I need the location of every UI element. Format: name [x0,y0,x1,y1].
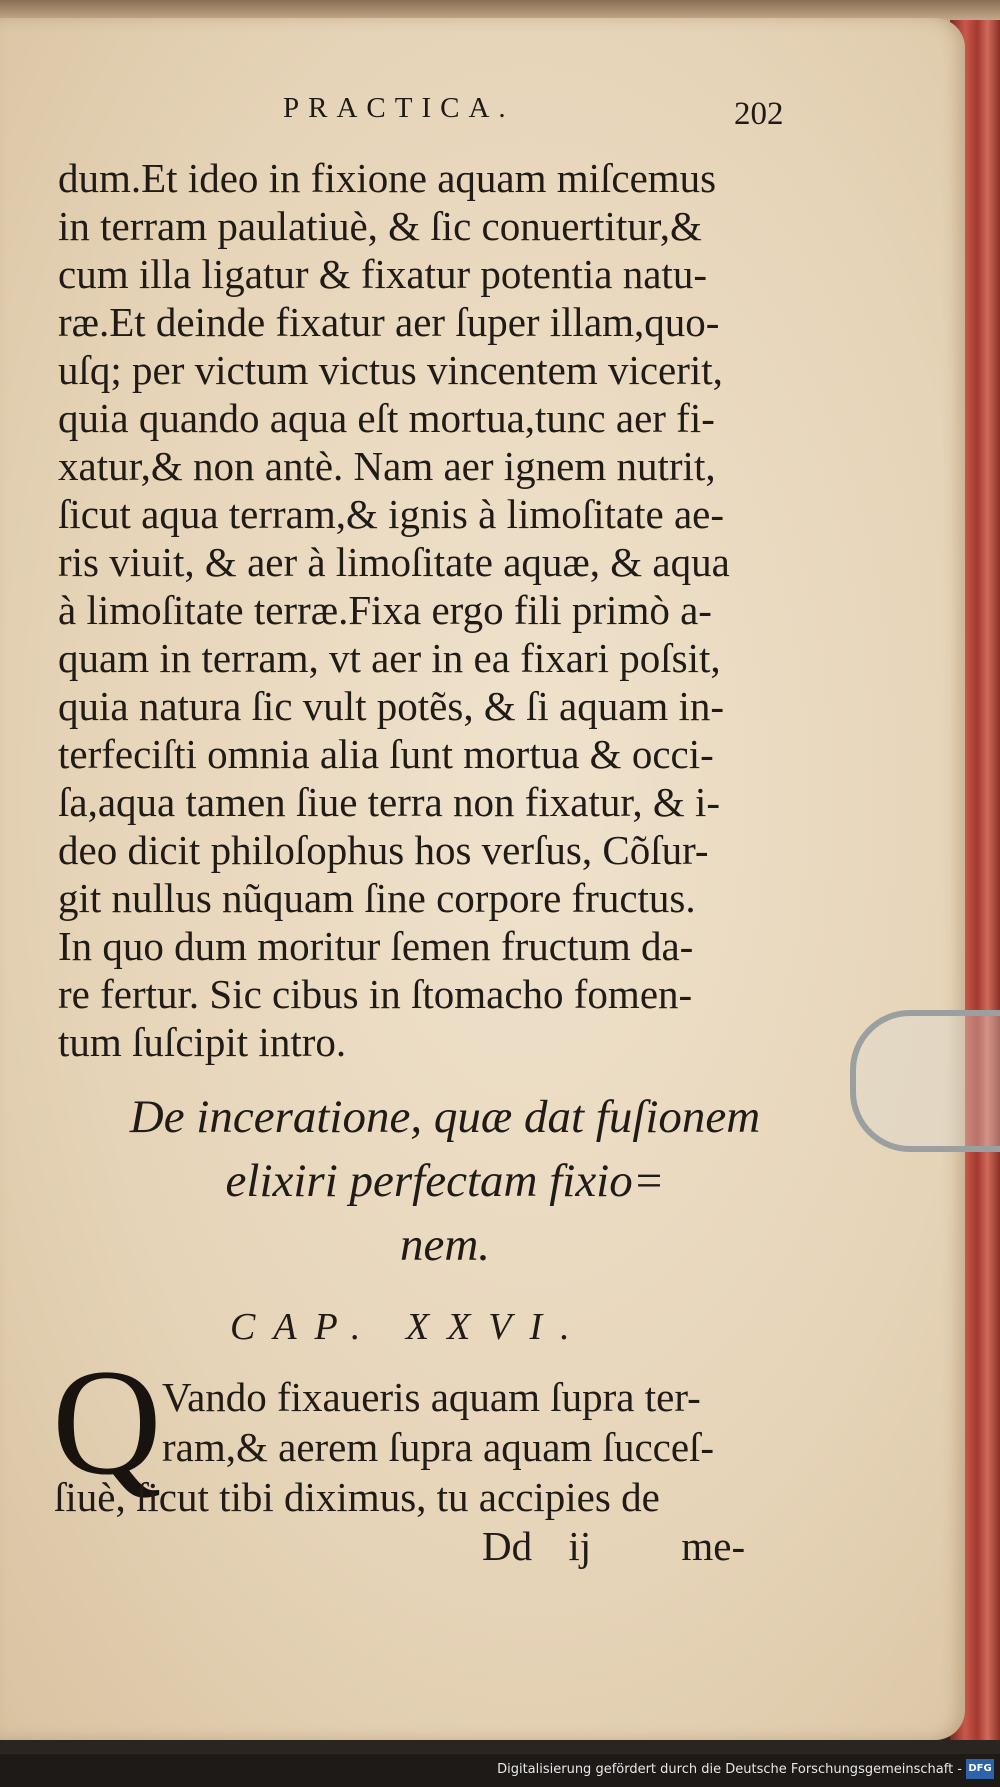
text-line: terfeciſti omnia alia ſunt mortua & occi- [58,731,714,777]
text-line: Vando fixaueris aquam ſupra ter- [162,1374,701,1420]
page-clip [850,1010,1000,1152]
dfg-logo-icon: DFG [966,1759,994,1779]
text-line: uſq; per victum victus vincentem vicerit, [58,347,723,393]
text-line: ræ.Et deinde fixatur aer ſuper illam,quo- [58,299,720,345]
text-line: ris viuit, & aer à limoſitate aquæ, & aqua [58,539,730,585]
catchword: me- [681,1523,746,1569]
page-number: 202 [734,96,784,132]
text-line: quia quando aqua eſt mortua,tunc aer fi- [58,395,715,441]
heading-line: elixiri perfectam fixio= [225,1155,665,1207]
drop-initial: Q [52,1338,162,1506]
chapter-text [54,1372,822,1522]
catchline [482,1522,745,1570]
text-line: à limoſitate terræ.Fixa ergo fili primò a- [58,587,712,633]
text-line: dum.Et ideo in fixione aquam miſcemus [58,155,717,201]
heading-line: nem. [399,1219,491,1271]
text-line: xatur,& non antè. Nam aer ignem nutrit, [58,443,716,489]
signature-mark: Dd ij [482,1523,592,1569]
text-line: ſicut aqua terram,& ignis à limoſitate ae- [58,491,725,537]
text-line: In quo dum moritur ſemen fructum da- [58,923,694,969]
chapter-label: CAP. XXVI. [230,1306,588,1348]
section-heading [60,1085,830,1277]
text-line: quam in terram, vt aer in ea fixari poſsit, [58,635,721,681]
digitization-credit: Digitalisierung gefördert durch die Deutsche Forschungsgemeinschaft - [497,1762,962,1777]
text-line: ſa,aqua tamen ſiue terra non fixatur, & i- [58,779,721,825]
text-line: cum illa ligatur & fixatur potentia natu- [58,251,707,297]
text-line: deo dicit philoſophus hos verſus, Cõſur- [58,827,709,873]
body-text [58,154,818,1066]
text-line: git nullus nũquam ſine corpore fructus. [58,875,696,921]
text-line: tum ſuſcipit intro. [58,1019,347,1065]
text-line: ſiuè, ſicut tibi diximus, tu accipies de [54,1474,660,1520]
heading-line: De inceratione, quæ dat fuſionem [129,1091,761,1143]
text-line: quia natura ſic vult potẽs, & ſi aquam in- [58,683,725,729]
text-line: in terram paulatiuè, & ſic conuertitur,& [58,203,702,249]
text-line: re fertur. Sic cibus in ſtomacho fomen- [58,971,693,1017]
running-head: PRACTICA. [283,92,515,124]
text-line: ram,& aerem ſupra aquam ſucceſ- [162,1424,715,1470]
